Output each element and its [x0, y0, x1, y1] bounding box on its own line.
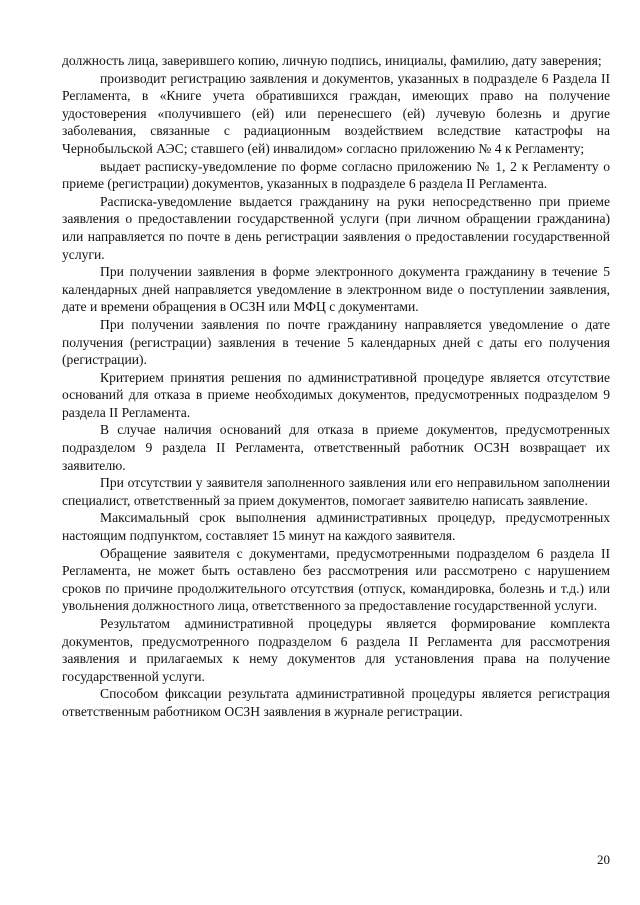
paragraph-6: При получении заявления по почте гражданину направляется уведомление о дате получения (регистрации) заявления в течение 5 календарных дней с даты его получения (регистрации). [62, 316, 610, 368]
paragraph-7: Критерием принятия решения по административной процедуре является отсутствие оснований для отказа в приеме необходимых документов, предусмотренных подразделом 9 раздела II Регламента. [62, 369, 610, 420]
paragraph-13: Способом фиксации результата административной процедуры является регистрация ответственным работником ОСЗН заявления в журнале регистрации. [62, 686, 610, 719]
paragraph-11: Обращение заявителя с документами, предусмотренными подразделом 6 раздела II Регламента, не может быть оставлено без рассмотрения или рассмотрено с нарушением сроков по причине продолжительного отсутствия (отпуск, командировка, болезнь и т.д.) или увольнения должностного лица, ответственного за предоставление государственной услуги. [62, 545, 610, 614]
paragraph-9: При отсутствии у заявителя заполненного заявления или его неправильном заполнении специалист, ответственный за прием документов, помогает заявителю написать заявление. [62, 475, 610, 508]
paragraph-3: выдает расписку-уведомление по форме согласно приложению № 1, 2 к Регламенту о приеме (регистрации) документов, указанных в подразделе 6 раздела II Регламента. [62, 158, 610, 192]
paragraph-12: Результатом административной процедуры является формирование комплекта документов, предусмотренного подразделом 6 раздела II Регламента для рассмотрения заявления и прилагаемых к нему документов для установления права на получение государственной услуги. [62, 616, 610, 684]
paragraph-8: В случае наличия оснований для отказа в приеме документов, предусмотренных подразделом 9 раздела II Регламента, ответственный работник ОСЗН возвращает их заявителю. [62, 422, 610, 473]
document-page [62, 52, 610, 721]
paragraph-2: производит регистрацию заявления и документов, указанных в подразделе 6 Раздела II Регламента, в «Книге учета обратившихся граждан, имеющих право на получение удостоверения «получившего (ей) или перенесшего (ей) лучевую болезнь и другие заболевания, связанные с радиационным воздействием вследствие катастрофы на Чернобыльской АЭС; ставшего (ей) инвалидом» согласно приложению № 4 к Регламенту; [62, 70, 610, 156]
paragraph-4: Расписка-уведомление выдается гражданину на руки непосредственно при приеме заявления о предоставлении государственной услуги (при личном обращении гражданина) или направляется по почте в день регистрации заявления о предоставлении государственной услуги. [62, 193, 610, 262]
paragraph-10: Максимальный срок выполнения административных процедур, предусмотренных настоящим подпунктом, составляет 15 минут на каждого заявителя. [62, 510, 610, 544]
page-number: 20 [597, 852, 610, 867]
paragraph-1: должность лица, заверившего копию, личную подпись, инициалы, фамилию, дату заверения; [62, 53, 602, 68]
paragraph-5: При получении заявления в форме электронного документа гражданину в течение 5 календарных дней направляется уведомление в электронном виде о поступлении заявления, дате и времени обращения в ОСЗН или МФЦ с документами. [62, 264, 610, 315]
